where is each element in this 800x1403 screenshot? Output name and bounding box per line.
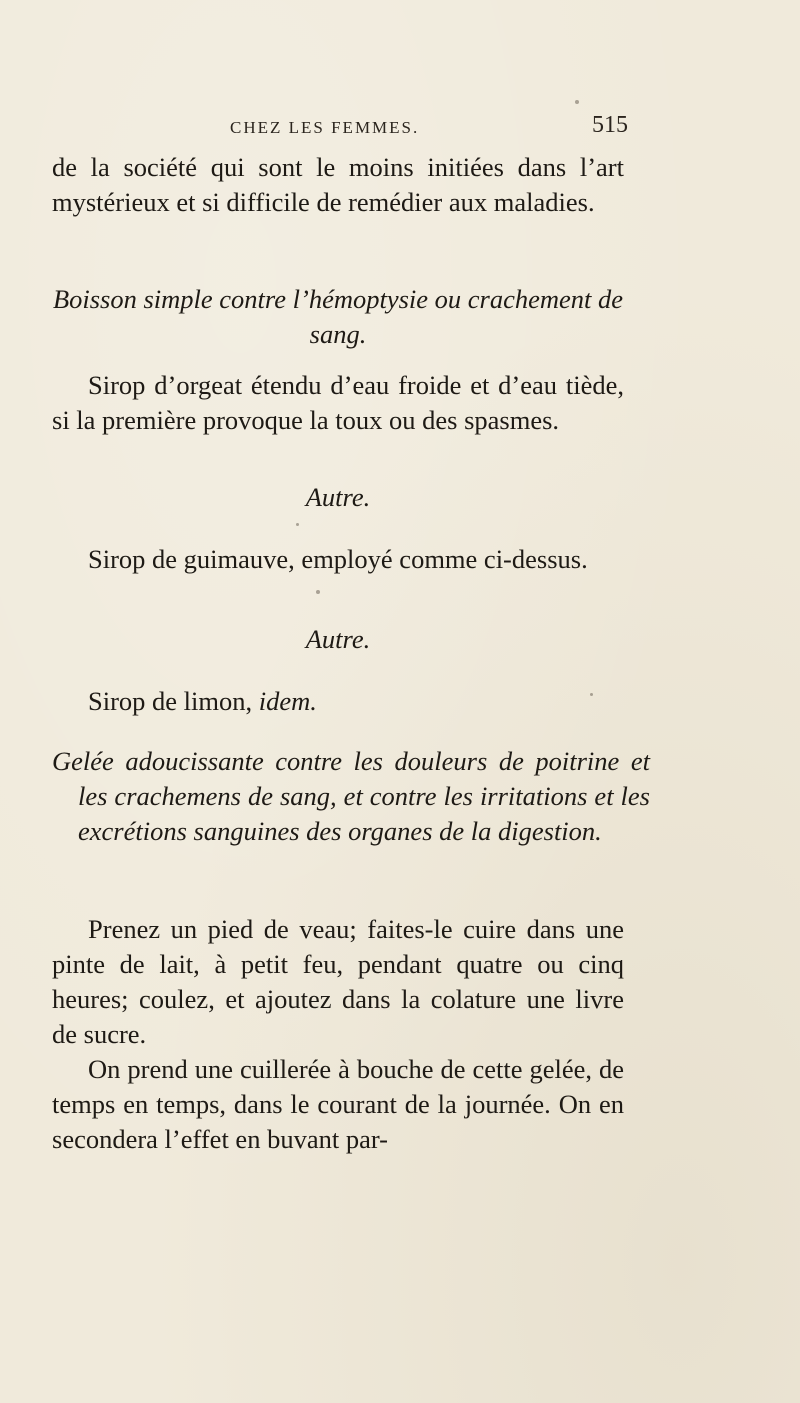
page-header <box>52 114 628 146</box>
recipe-title-boisson: Boisson simple contre l’hémoptysie ou crachement de sang. <box>52 284 624 349</box>
idem-text: idem. <box>258 686 317 716</box>
running-head: CHEZ LES FEMMES. <box>230 118 420 137</box>
paragraph-sirop-orgeat: Sirop d’orgeat étendu d’eau froide et d’eau tiède, si la première provoque la toux ou des spasmes. <box>52 370 624 435</box>
page-number: 515 <box>592 112 628 138</box>
paragraph-on-prend: On prend une cuillerée à bouche de cette gelée, de temps en temps, dans le courant de la journée. On en secondera l’effet en buvant par- <box>52 1054 624 1154</box>
paper-speck <box>296 523 299 526</box>
subheading-autre-2: Autre. <box>305 624 371 654</box>
paper-speck <box>316 590 320 594</box>
paragraph-sirop-limon <box>52 684 624 719</box>
paper-speck <box>575 100 579 104</box>
paper-speck <box>590 693 593 696</box>
paragraph-sirop-guimauve: Sirop de guimauve, employé comme ci-dessus. <box>88 544 588 574</box>
recipe-title-gelee: Gelée adoucissante contre les douleurs de poitrine et les crachemens de sang, et contre les irritations et les excrétions sanguines des organes de la digestion. <box>52 746 650 846</box>
subheading-autre-1: Autre. <box>305 482 371 512</box>
paragraph-prenez: Prenez un pied de veau; faites-le cuire dans une pinte de lait, à petit feu, pendant quatre ou cinq heures; coulez, et ajoutez dans la colature une livre de sucre. <box>52 914 624 1049</box>
sirop-limon-text: Sirop de limon, <box>88 686 259 716</box>
paragraph-continuation: de la société qui sont le moins initiées dans l’art mystérieux et si difficile de remédier aux maladies. <box>52 152 624 217</box>
